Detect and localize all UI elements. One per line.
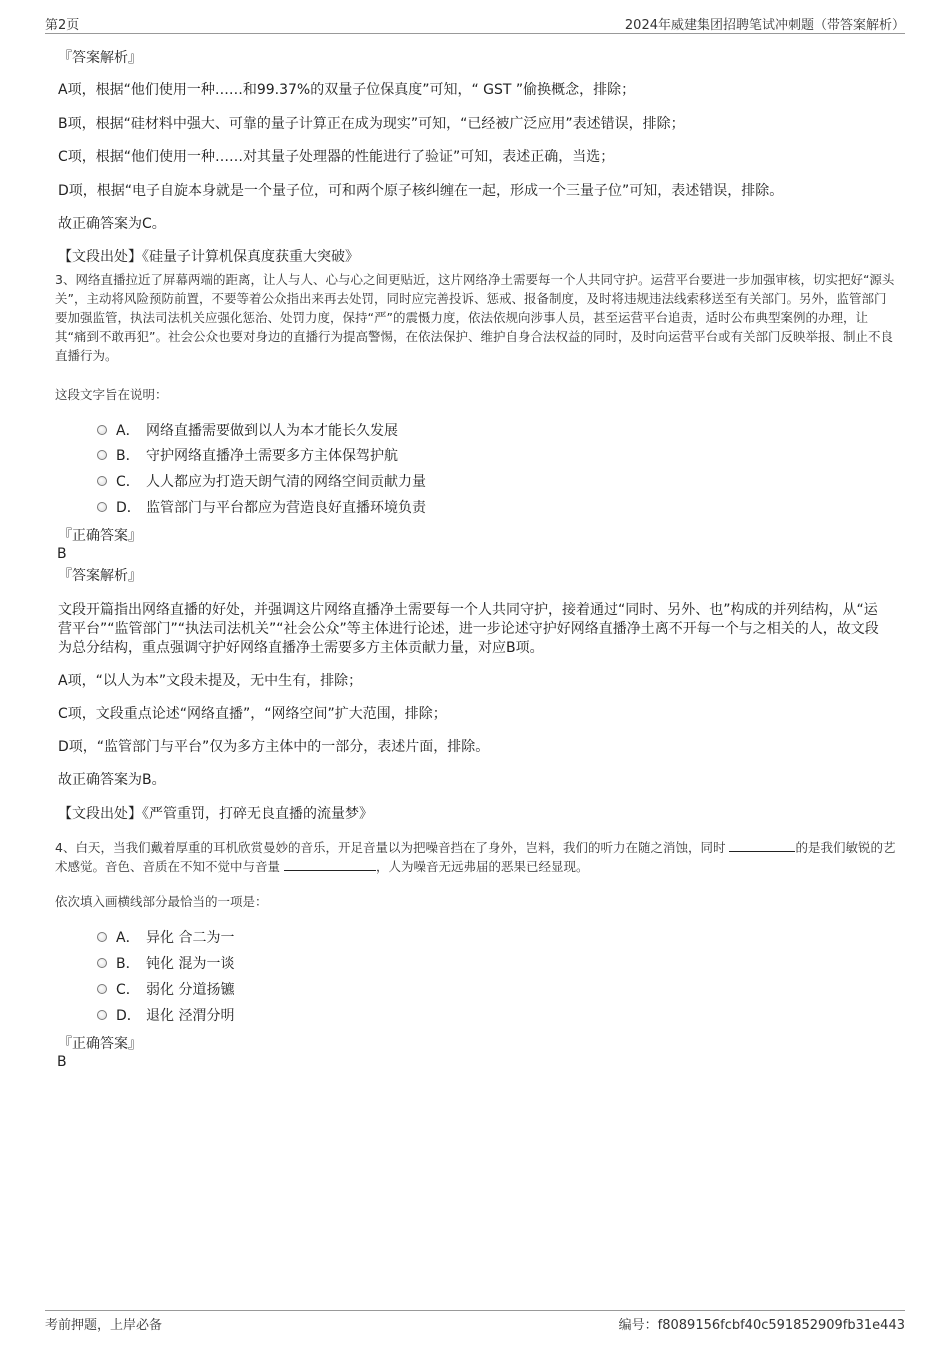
q3-analysis-line-c: C项，文段重点论述“网络直播”，“网络空间”扩大范围，排除； — [58, 706, 447, 722]
q3-stem: 3、网络直播拉近了屏幕两端的距离，让人与人、心与心之间更贴近，这片网络净土需要每一个人共同守护。运营平台要进一步加强审核，切实把好“源头关”，主动将风险预防前置，不要等着公众指出来再去处罚，同时应完善投诉、惩戒、报备制度，及时将违规违法线索移送至有关部门。另外，监管部门要加强监管，执法司法机关应强化惩治、处罚力度，保持“严”的震慑力度，依法依规向涉事人员，甚至运营平台追责，适时公布典型案例的办理，让其“痛到不敢再犯”。社会公众也要对身边的直播行为提高警惕，在依法保护、维护自身合法权益的同时，及时向运营平台或有关部门反映举报、制止不良直播行为。 — [55, 272, 895, 363]
q4-option-d[interactable] — [97, 1006, 234, 1026]
radio-icon[interactable] — [97, 932, 107, 942]
page-number: 第2页 — [45, 18, 80, 33]
radio-icon[interactable] — [97, 984, 107, 994]
radio-icon[interactable] — [97, 450, 107, 460]
q4-stem-part2: 的是我们敏锐的艺术感觉。音色、音质在不知不觉中与音量 — [55, 840, 896, 874]
q3-analysis-conclusion: 故正确答案为B。 — [58, 772, 166, 788]
option-text: 弱化 分道扬镳 — [146, 982, 235, 998]
q3-option-c[interactable] — [97, 472, 426, 492]
option-letter: C． — [116, 982, 140, 998]
q2-analysis-line-c: C项，根据“他们使用一种……对其量子处理器的性能进行了验证”可知，表述正确，当选； — [58, 149, 615, 165]
q2-analysis-line-a: A项，根据“他们使用一种……和99.37%的双量子位保真度”可知，“ GST ”偷换概念，排除； — [58, 82, 636, 98]
radio-icon[interactable] — [97, 958, 107, 968]
option-letter: D． — [116, 1008, 141, 1024]
footer-slogan: 考前押题，上岸必备 — [45, 1318, 163, 1333]
header-rule — [45, 33, 905, 34]
q3-analysis-line-d: D项，“监管部门与平台”仅为多方主体中的一部分，表述片面，排除。 — [58, 739, 490, 755]
q2-analysis-line-d: D项，根据“电子自旋本身就是一个量子位，可和两个原子核纠缠在一起，形成一个三量子位”可知，表述错误，排除。 — [58, 183, 784, 199]
q4-blank-2 — [284, 858, 376, 871]
q4-stem — [55, 838, 898, 876]
q3-answer: B — [57, 546, 67, 562]
q3-analysis-paragraph: 文段开篇指出网络直播的好处，并强调这片网络直播净土需要每一个人共同守护，接着通过“同时、另外、也”构成的并列结构，从“运营平台”“监管部门”“执法司法机关”“社会公众”等主体进行论述，进一步论述守护好网络直播净土离不开每一个与之相关的人，故文段为总分结构，重点强调守护好网络直播净土需要多方主体贡献力量，对应B项。 — [58, 602, 879, 656]
q3-option-a[interactable] — [97, 421, 398, 441]
q2-analysis-conclusion: 故正确答案为C。 — [58, 216, 166, 232]
option-text: 异化 合二为一 — [146, 930, 235, 946]
option-text: 钝化 混为一谈 — [146, 956, 235, 972]
option-letter: D． — [116, 500, 141, 516]
radio-icon[interactable] — [97, 425, 107, 435]
radio-icon[interactable] — [97, 502, 107, 512]
q3-answer-heading: 『正确答案』 — [58, 528, 142, 544]
option-text: 退化 泾渭分明 — [146, 1008, 235, 1024]
q2-analysis-line-b: B项，根据“硅材料中强大、可靠的量子计算正在成为现实”可知，“已经被广泛应用”表述错误，排除； — [58, 116, 685, 132]
radio-icon[interactable] — [97, 1010, 107, 1020]
q4-option-a[interactable] — [97, 928, 234, 948]
footer-document-id: 编号：f8089156fcbf40c591852909fb31e443 — [618, 1318, 905, 1333]
q2-analysis-heading: 『答案解析』 — [58, 50, 142, 66]
q4-option-c[interactable] — [97, 980, 234, 1000]
q4-stem-part1: 4、白天，当我们戴着厚重的耳机欣赏曼妙的音乐，开足音量以为把噪音挡在了身外，岂料，我们的听力在随之消蚀，同时 — [55, 840, 726, 855]
document-title: 2024年威建集团招聘笔试冲刺题（带答案解析） — [624, 18, 905, 33]
radio-icon[interactable] — [97, 476, 107, 486]
option-letter: B． — [116, 956, 140, 972]
q4-answer: B — [57, 1054, 67, 1070]
option-text: 守护网络直播净土需要多方主体保驾护航 — [146, 448, 398, 464]
q3-analysis-line-a: A项，“以人为本”文段未提及，无中生有，排除； — [58, 673, 363, 689]
q3-prompt: 这段文字旨在说明： — [55, 387, 168, 402]
option-text: 网络直播需要做到以人为本才能长久发展 — [146, 423, 398, 439]
option-letter: B． — [116, 448, 140, 464]
option-letter: A． — [116, 423, 140, 439]
q4-answer-heading: 『正确答案』 — [58, 1036, 142, 1052]
footer-rule — [45, 1310, 905, 1311]
q2-source: 【文段出处】《硅量子计算机保真度获重大突破》 — [58, 249, 359, 265]
option-letter: A． — [116, 930, 140, 946]
q4-blank-1 — [729, 839, 795, 852]
q3-source: 【文段出处】《严管重罚，打碎无良直播的流量梦》 — [58, 806, 373, 822]
q3-option-b[interactable] — [97, 446, 398, 466]
q3-analysis-heading: 『答案解析』 — [58, 568, 142, 584]
option-text: 监管部门与平台都应为营造良好直播环境负责 — [146, 500, 426, 516]
option-letter: C． — [116, 474, 140, 490]
q3-option-d[interactable] — [97, 498, 426, 518]
q4-prompt: 依次填入画横线部分最恰当的一项是： — [55, 894, 268, 909]
q4-option-b[interactable] — [97, 954, 234, 974]
q4-stem-part3: ，人为噪音无远弗届的恶果已经显现。 — [376, 859, 589, 874]
option-text: 人人都应为打造天朗气清的网络空间贡献力量 — [146, 474, 426, 490]
